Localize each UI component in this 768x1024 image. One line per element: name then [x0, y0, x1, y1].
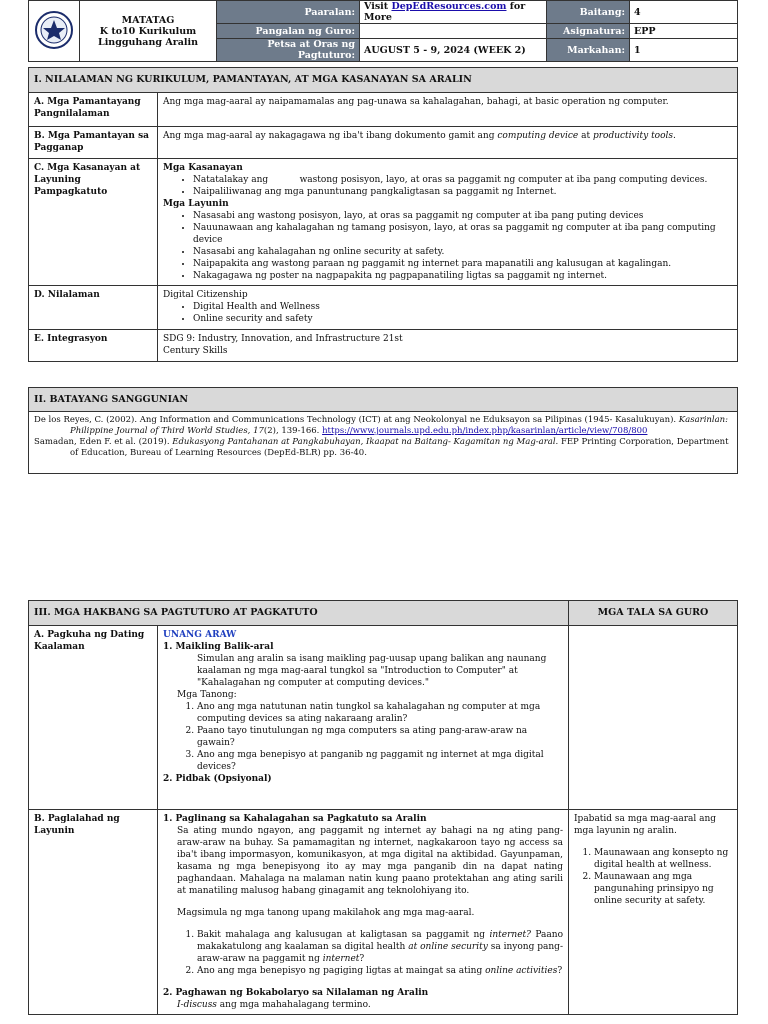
title-line-1: MATATAG [121, 14, 175, 26]
list-item: • Nasasabi ang wastong posisyon, layo, at oras sa paggamit ng computer at iba pang puting devices [193, 210, 732, 222]
row-c-label: C. Mga Kasanayan at Layuning Pampagkatuto [29, 159, 158, 286]
integrasyon-line: SDG 9: Industry, Innovation, and Infrastructure 21st [163, 334, 403, 344]
questions-heading: Mga Tanong: [177, 690, 237, 700]
row-d-content [158, 286, 738, 330]
row-b-text: Ang mga mag-aaral ay nakagagawa ng iba't ibang dokumento gamit ang computing device at productivity tools. [158, 127, 738, 159]
step-balik-aral: 1. Maikling Balik-aral [163, 642, 274, 652]
list-item: • Nauunawaan ang kahalagahan ng tamang posisyon, layo, at oras sa paggamit ng computer at iba pang computing device [193, 222, 732, 246]
balik-aral-paragraph: Simulan ang aralin sa isang maikling pag-uusap upang balikan ang naunang kaalaman ng mga mag-aaral tungkol sa "Introduction to Computer" at "Kahalagahan ng computer at computing devices." [197, 654, 547, 688]
title-line-2: K to10 Kurikulum [99, 25, 197, 37]
layunin-heading: Mga Layunin [163, 199, 229, 209]
day-label: UNANG ARAW [163, 630, 237, 640]
teacher-label: Pangalan ng Guro: [217, 24, 360, 39]
list-item: 2. Paano tayo tinutulungan ng mga computers sa ating pang-araw-araw na gawain? [197, 725, 563, 749]
notes-a [569, 626, 738, 810]
nilalaman-heading: Digital Citizenship [163, 290, 248, 300]
list-item: • Nasasabi ang kahalagahan ng online security at safety. [193, 246, 732, 258]
logo-cell [29, 1, 80, 62]
references-cell [29, 412, 738, 474]
row-e-label: E. Integrasyon [29, 330, 158, 362]
step-bokabolaryo: 2. Paghawan ng Bokabolaryo sa Nilalaman ng Aralin [163, 988, 429, 998]
row-b-label: B. Mga Pamantayan sa Pagganap [29, 127, 158, 159]
questions-list [163, 701, 563, 773]
list-item: • Online security and safety [193, 313, 732, 325]
title-line-3: Lingguhang Aralin [98, 36, 198, 48]
reference-2: Samadan, Eden F. et al. (2019). Edukasyong Pantahanan at Pangkabuhayan, Ikaapat na Baitang- Kagamitan ng Mag-aral. FEP Printing Corporation, Department of Education, Bureau of Learning Resources (DepEd-BLR) pp. 36-40. [34, 437, 729, 458]
form-title [80, 1, 217, 62]
header-table [28, 0, 738, 62]
paglinang-paragraph: Sa ating mundo ngayon, ang paggamit ng internet ay bahagi na ng ating pang- araw-araw na buhay. Sa pamamagitan ng internet, nagkakaroon tayo ng access sa iba't ibang impormasyon, komunikasyon, at mga digital na aktibidad. Gayunpaman, kasama ng mga benepisyong ito ay may mga panganib din na dapat nating paghandaan. Mahalaga na malaman natin kung paano protektahan ang ating sarili at manatiling malusog habang ginagamit ang teknolohiyang ito. [177, 826, 563, 896]
step-paglinang: 1. Paglinang sa Kahalagahan sa Pagkatuto sa Aralin [163, 814, 427, 824]
date-label: Petsa at Oras ng Pagtuturo: [217, 39, 360, 62]
kasarinlan-link[interactable]: https://www.journals.upd.edu.ph/index.php/kasarinlan/article/view/708/800 [322, 426, 648, 436]
notes-intro: Ipabatid sa mga mag-aaral ang mga layunin ng aralin. [574, 814, 717, 836]
section-1-table [28, 67, 738, 362]
reference-1: De los Reyes, C. (2002). Ang Information and Communications Technology (ICT) at ang Neokolonyal ne Eduksayon sa Pilipinas (1945- Kasalukuyan). Kasarinlan: Philippine Journal of Third World Studies, 17(2), 139-166. https://www.journals.upd.edu.ph/index.php/kasarinlan/article/view/708/800 [34, 415, 729, 436]
bokabolaryo-text: I-discuss ang mga mahahalagang termino. [177, 1000, 371, 1010]
notes-list [574, 847, 732, 907]
row-a-content [158, 626, 569, 810]
deped-resources-link[interactable]: DepEdResources.com [391, 1, 507, 12]
grade-value: 4 [630, 1, 738, 24]
list-item: • Naipaliliwanag ang mga panuntunang pangkaligtasan sa paggamit ng Internet. [193, 186, 732, 198]
section-3-title: III. MGA HAKBANG SA PAGTUTURO AT PAGKATUTO [29, 601, 569, 626]
row-b-content [158, 810, 569, 1015]
list-item: 2. Ano ang mga benepisyo ng pagiging ligtas at maingat sa ating online activities? [197, 965, 563, 977]
teacher-value [360, 24, 547, 39]
section-1-title: I. NILALAMAN NG KURIKULUM, PAMANTAYAN, AT MGA KASANAYAN SA ARALIN [29, 68, 738, 93]
kasanayan-heading: Mga Kasanayan [163, 163, 243, 173]
notes-title: MGA TALA SA GURO [569, 601, 738, 626]
quarter-label: Markahan: [547, 39, 630, 62]
date-value: AUGUST 5 - 9, 2024 (WEEK 2) [360, 39, 547, 62]
list-item: 1. Ano ang mga natutunan natin tungkol sa kahalagahan ng computer at mga computing devices sa ating nakaraang aralin? [197, 701, 563, 725]
prompt-paragraph: Magsimula ng mga tanong upang makilahok ang mga mag-aaral. [177, 908, 475, 918]
list-item: • Naipapakita ang wastong paraan ng paggamit ng internet para mapanatili ang kalusugan at kagalingan. [193, 258, 732, 270]
grade-label: Baitang: [547, 1, 630, 24]
quarter-value: 1 [630, 39, 738, 62]
b-questions-list [163, 929, 563, 977]
section-2-title: II. BATAYANG SANGGUNIAN [29, 388, 738, 412]
row-a-label: A. Mga Pamantayang Pangnilalaman [29, 93, 158, 127]
section-2-table [28, 387, 738, 474]
nilalaman-list [163, 301, 732, 325]
integrasyon-line: Century Skills [163, 346, 228, 356]
kasanayan-list [163, 174, 732, 198]
list-item: • Natatalakay ang wastong posisyon, layo, at oras sa paggamit ng computer at iba pang computing devices. [193, 174, 732, 186]
subject-value: EPP [630, 24, 738, 39]
layunin-list [163, 210, 732, 282]
list-item: 3. Ano ang mga benepisyo at panganib ng paggamit ng internet at mga digital devices? [197, 749, 563, 773]
notes-b [569, 810, 738, 1015]
list-item: 1. Maunawaan ang konsepto ng digital health at wellness. [594, 847, 732, 871]
row-a-label: A. Pagkuha ng Dating Kaalaman [29, 626, 158, 810]
row-d-label: D. Nilalaman [29, 286, 158, 330]
subject-label: Asignatura: [547, 24, 630, 39]
list-item: 1. Bakit mahalaga ang kalusugan at kaligtasan sa paggamit ng internet? Paano makakatulong ang kaalaman sa digital health at online security sa inyong pang-araw-araw na paggamit ng internet? [197, 929, 563, 965]
deped-seal-icon [34, 10, 74, 50]
list-item: • Nakagagawa ng poster na nagpapakita ng pagpapanatiling ligtas sa paggamit ng internet. [193, 270, 732, 282]
school-value: Visit DepEdResources.com for More [360, 1, 547, 24]
row-a-text: Ang mga mag-aaral ay naipamamalas ang pag-unawa sa kahalagahan, bahagi, at basic operation ng computer. [158, 93, 738, 127]
list-item: • Digital Health and Wellness [193, 301, 732, 313]
row-c-content [158, 159, 738, 286]
list-item: 2. Maunawaan ang mga pangunahing prinsipyo ng online security at safety. [594, 871, 732, 907]
section-3-table [28, 600, 738, 1015]
row-b-label: B. Paglalahad ng Layunin [29, 810, 158, 1015]
step-pidbak: 2. Pidbak (Opsiyonal) [163, 774, 272, 784]
row-e-content [158, 330, 738, 362]
school-label: Paaralan: [217, 1, 360, 24]
